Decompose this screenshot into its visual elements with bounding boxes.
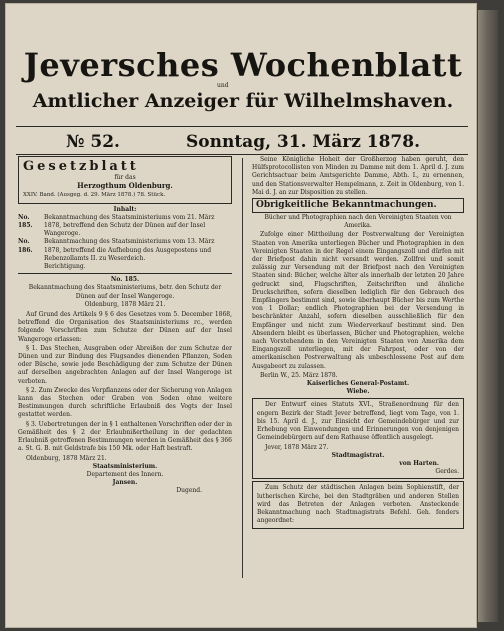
top-rule [16, 126, 468, 127]
section-paragraph: Zufolge einer Mittheilung der Postverwaltung der Vereinigten Staaten von Amerika unterliegen Bücher und Photographien in den Vereinigten Staaten in der Regel einem Eingangszoll und dürfen mit der Briefpost dahin nicht versandt werden. Zollfrei und somit zulässig zur Versendung mit der Briefpost nach den Vereinigten Staaten sind: Bücher, welche älter als innerhalb der letzten 20 Jahre gedruckt sind, Flugschriften, Zeitschriften und ähnliche Druckschriften, sofern dieselben lediglich für den Gebrauch des Empfängers bestimmt sind, sowie überhaupt Bücher bis zum Werthe von 1 Dollar; endlich Photographien bei der Versendung in beschränkter Anzahl, sofern dieselben ausschließlich für den Empfänger und nicht zum Wiederverkauf bestimmt sind. Den Absendern bleibt es überlassen, Bücher und Photographien, welche nach Vorstehendem in den Vereinigten Staaten von Amerika dem Eingangszoll unterliegen, mit der Fahrpost, oder von der amerikanischen Postverwaltung als unbeschlossene Post auf dem Ausgabeort zu zulassen. [252, 231, 464, 370]
sign-dept: Departement des Innern. [86, 470, 164, 478]
item-no: No. 186. [18, 238, 33, 254]
sign-date: Oldenburg, 1878 März 21. [26, 454, 107, 462]
item-text: Bekanntmachung des Staatsministeriums vom 13. März 1878, betreffend die Aufhebung des Ausgepostens und Rebenzollamts II. zu Weserdeich. [44, 238, 215, 262]
column-divider [242, 158, 243, 578]
masthead-subtitle: Amtlicher Anzeiger für Wilhelmshaven. [32, 90, 454, 112]
notice-signer: Gerdes. [435, 468, 459, 476]
item-text: Berichtigung. [44, 263, 86, 271]
masthead-title: Jeversches Wochenblatt [23, 46, 463, 84]
newspaper-page [6, 4, 476, 627]
page-edge [478, 10, 498, 622]
gesetzblatt-box [18, 156, 232, 204]
article-paragraph: § 3. Uebertretungen der in § 1 enthaltenen Vorschriften oder der in Gemäßheit des § 2 der Erlaubnißertheilung in der gedachten Erlaubniß getroffenen Bestimmungen werden in Gemäßheit des § 366 a. St. G. B. mit Geldstrafe bis 150 Mk. oder Haft bestraft. [18, 420, 232, 453]
left-column [18, 156, 232, 496]
gesetzblatt-title: Gesetzblatt [23, 159, 139, 174]
divider [18, 273, 232, 274]
post-office-name: Wiebe. [346, 388, 370, 396]
article-date: Oldenburg, 1878 März 21. [84, 300, 166, 308]
last-paragraph: Zum Schutz der städtischen Anlagen beim Sophienstift, der lutherischen Kirche, bei den Stadtgräben und anderen Stellen wird das Betreten der Anlagen verboten. Ansteckende Bekanntmachung nach Stadtmagistrats Befehl. Geh. fenders angeordnet: [257, 484, 459, 525]
right-column [252, 156, 464, 529]
section-heading: Obrigkeitliche Bekanntmachungen. [252, 198, 464, 213]
post-date: Berlin W., 25. März 1878. [260, 371, 338, 379]
section-subheading: Bücher und Photographien nach den Vereinigten Staaten von Amerika. [264, 214, 452, 230]
notice-paragraph: Der Entwurf eines Statuts XVI., Straßenordnung für den engern Bezirk der Stadt Jever betreffend, liegt vom Tage, von 1. bis 15. April d. J., zur Einsicht der Gemeindebürger und zur Erhebung von Einwendungen und Erinnerungen von denjenigen Gemeindebürgern auf dem Rathause öffentlich ausgelegt. [257, 401, 459, 442]
last-notice-box [252, 481, 464, 529]
issue-date: Sonntag, 31. März 1878. [185, 132, 420, 152]
notice-magistrat: Stadtmagistrat. [331, 451, 385, 459]
notice-date: Jever, 1878 März 27. [265, 443, 329, 451]
sign-name: Jansen. [112, 479, 138, 487]
intro-paragraph: Seine Königliche Hoheit der Großherzog haben geruht, den Hülfsprotocollisten von Minden zu Damme mit dem 1. April d. J. zum Gerichtsactuar beim Amtsgerichte Damme, Abth. I., zu ernennen, und den Stationsverwalter Hempelmann, z. Zeit in Oldenburg, von 1. Mai d. J. an zur Disposition zu stellen. [252, 156, 464, 196]
issue-rule [16, 154, 468, 155]
masthead-und: und [217, 82, 229, 89]
article-heading: Bekanntmachung des Staatsministeriums, betr. den Schutz der Dünen auf der Insel Wangeroge. [28, 284, 222, 300]
gesetzblatt-volume: XXIV. Band. (Ausgeg. d. 29. März 1878.) 78. Stück. [23, 192, 166, 199]
post-office: Kaiserliches General-Postamt. [306, 380, 410, 388]
item-no: No. 185. [18, 213, 33, 230]
gesetzblatt-fuer: für das [114, 174, 136, 181]
notice-magistrat-name: von Harten. [399, 459, 439, 467]
sign-name-2: Dugend. [176, 487, 202, 495]
inhalt-label: Inhalt: [113, 205, 137, 213]
issue-number: № 52. [66, 132, 120, 152]
issue-line [14, 132, 472, 152]
list-item [18, 214, 232, 239]
list-item [18, 263, 232, 271]
item-text: Bekanntmachung des Staatsministeriums vom 21. März 1878, betreffend den Schutz der Dünen auf der Insel Wangeroge. [44, 213, 215, 238]
item-no [18, 263, 40, 271]
sign-body: Staatsministerium. [92, 462, 158, 470]
gesetzblatt-territory: Herzogthum Oldenburg. [77, 181, 173, 191]
list-item [18, 238, 232, 263]
article-paragraph: Auf Grund des Artikels 9 § 6 des Gesetzes vom 5. December 1868, betreffend die Organisation des Staatsministeriums rc., werden folgende Vorschriften zum Schutze der Dünen auf der Insel Wangeroge erlassen: [18, 311, 232, 343]
article-paragraph: § 2. Zum Zwecke des Verpflanzens oder der Sicherung von Anlagen kann das Stechen oder Graben von Soden ohne weitere Bestimmungen durch schriftliche Erlaubniß des Vogts der Insel gestattet werden. [18, 386, 232, 419]
notice-box [252, 398, 464, 479]
article-number: No. 185. [110, 276, 140, 284]
article-paragraph: § 1. Das Stechen, Ausgraben oder Abreißen der zum Schutze der Dünen und zur Bindung des Flugsandes dienenden Pflanzen, Soden oder Büsche, sowie jede Beschädigung der zum Schutze der Dünen auf derselben angebrachten Anlagen auf der Insel Wangeroge ist verboten. [18, 344, 232, 385]
